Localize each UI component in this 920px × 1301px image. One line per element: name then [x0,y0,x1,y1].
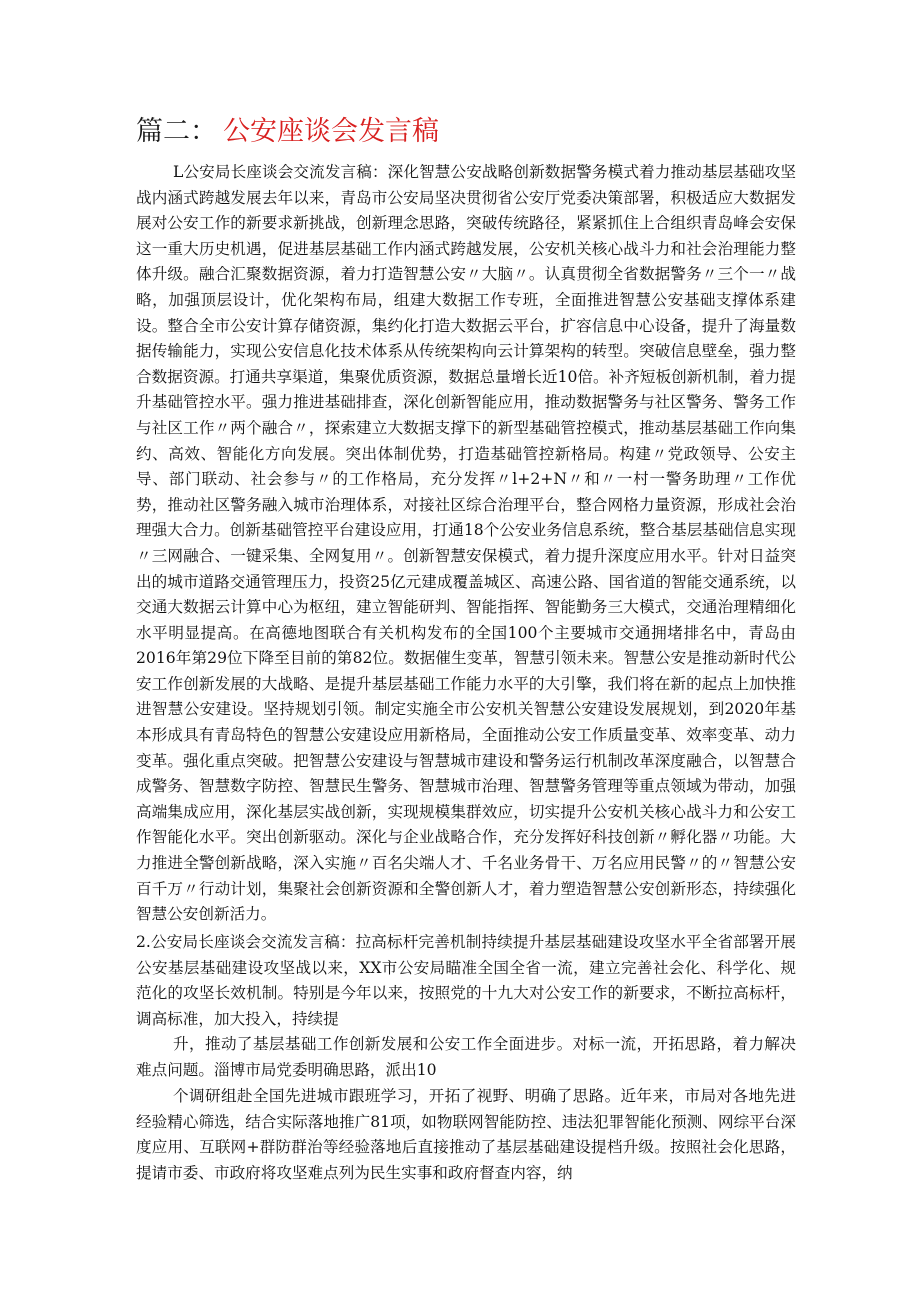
paragraph-4: 个调研组赴全国先进城市跟班学习，开拓了视野、明确了思路。近年来，市局对各地先进经验精心筛选，结合实际落地推广81项，如物联网智能防控、违法犯罪智能化预测、网综平台深度应用、互联网+群防群治等经验落地后直接推动了基层基础建设提档升级。按照社会化思路，提请市委、市政府将攻坚难点列为民生实事和政府督查内容，纳 [136,1087,796,1182]
paragraph-1: L公安局长座谈会交流发言稿：深化智慧公安战略创新数据警务模式着力推动基层基础攻坚战内涵式跨越发展去年以来，青岛市公安局坚决贯彻省公安厅党委决策部署，积极适应大数据发展对公安工作的新要求新挑战，创新理念思路，突破传统路径，紧紧抓住上合组织青岛峰会安保这一重大历史机遇，促进基层基础工作内涵式跨越发展，公安机关核心战斗力和社会治理能力整体升级。融合汇聚数据资源，着力打造智慧公安〃大脑〃。认真贯彻全省数据警务〃三个一〃战略，加强顶层设计，优化架构布局，组建大数据工作专班，全面推进智慧公安基础支撑体系建设。整合全市公安计算存储资源，集约化打造大数据云平台，扩容信息中心设备，提升了海量数据传输能力，实现公安信息化技术体系从传统架构向云计算架构的转型。突破信息壁垒，强力整合数据资源。打通共享渠道，集聚优质资源，数据总量增长近10倍。补齐短板创新机制，着力提升基础管控水平。强力推进基础排查，深化创新智能应用，推动数据警务与社区警务、警务工作与社区工作〃两个融合〃，探索建立大数据支撑下的新型基础管控模式，推动基层基础工作向集约、高效、智能化方向发展。突出体制优势，打造基础管控新格局。构建〃党政领导、公安主导、部门联动、社会参与〃的工作格局，充分发挥〃l+2+N〃和〃一村一警务助理〃工作优势，推动社区警务融入城市治理体系，对接社区综合治理平台，整合网格力量资源，形成社会治理强大合力。创新基础管控平台建设应用，打通18个公安业务信息系统，整合基层基础信息实现〃三网融合、一键采集、全网复用〃。创新智慧安保模式，着力提升深度应用水平。针对日益突出的城市道路交通管理压力，投资25亿元建成覆盖城区、高速公路、国省道的智能交通系统，以交通大数据云计算中心为枢纽，建立智能研判、智能指挥、智能勤务三大模式，交通治理精细化水平明显提高。在高德地图联合有关机构发布的全国100个主要城市交通拥堵排名中，青岛由2016年第29位下降至目前的第82位。数据催生变革，智慧引领未来。智慧公安是推动新时代公安工作创新发展的大战略、是提升基层基础工作能力水平的大引擎，我们将在新的起点上加快推进智慧公安建设。坚持规划引领。制定实施全市公安机关智慧公安建设发展规划，到2020年基本形成具有青岛特色的智慧公安建设应用新格局，全面推动公安工作质量变革、效率变革、动力变革。强化重点突破。把智慧公安建设与智慧城市建设和警务运行机制改革深度融合，以智慧合成警务、智慧数字防控、智慧民生警务、智慧城市治理、智慧警务管理等重点领域为带动，加强高端集成应用，深化基层实战创新，实现规模集群效应，切实提升公安机关核心战斗力和公安工作智能化水平。突出创新驱动。深化与企业战略合作，充分发挥好科技创新〃孵化器〃功能。大力推进全警创新战略，深入实施〃百名尖端人才、千名业务骨干、万名应用民警〃的〃智慧公安百千万〃行动计划，集聚社会创新资源和全警创新人才，着力塑造智慧公安创新形态，持续强化智慧公安创新活力。 [136,163,796,924]
title-prefix: 篇二： [136,116,217,147]
paragraph-2: 2.公安局长座谈会交流发言稿：拉高标杆完善机制持续提升基层基础建设攻坚水平全省部署开展公安基层基础建设攻坚战以来，XX市公安局瞄准全国全省一流，建立完善社会化、科学化、规范化的攻坚长效机制。特别是今年以来，按照党的十九大对公安工作的新要求，不断拉高标杆，调高标准，加大投入，持续提 [136,933,796,1028]
paragraph-3: 升，推动了基层基础工作创新发展和公安工作全面进步。对标一流，开拓思路，着力解决难点问题。淄博市局党委明确思路，派出10 [136,1035,796,1079]
title-main: 公安座谈会发言稿 [223,116,439,147]
document-title [136,112,796,152]
